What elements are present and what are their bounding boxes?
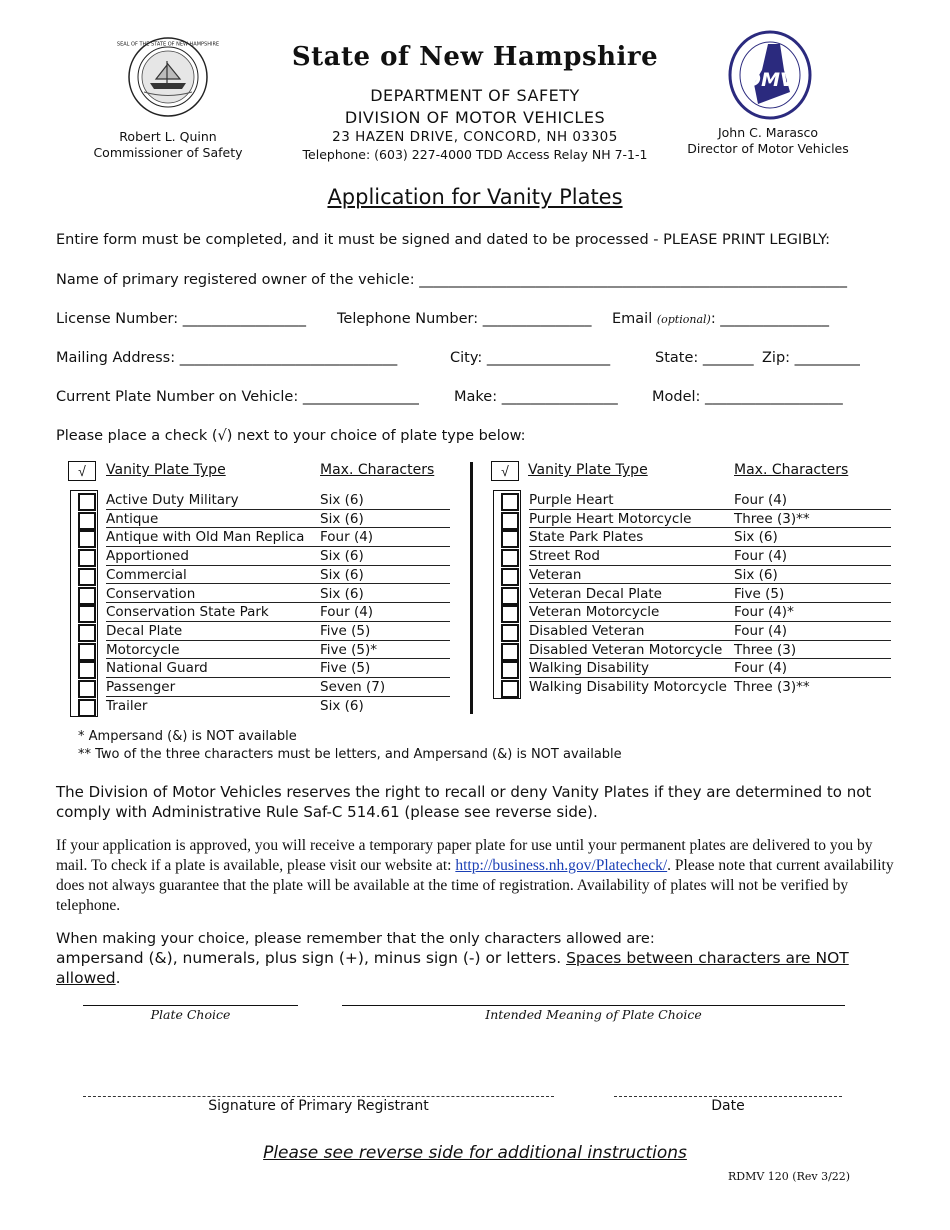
plate-checkbox[interactable] (78, 549, 96, 567)
plate-type: Disabled Veteran Motorcycle (529, 641, 723, 658)
plate-max-characters: Three (3)** (734, 510, 810, 527)
plate-row (493, 622, 895, 641)
plate-checkbox[interactable] (78, 587, 96, 605)
table-divider (470, 462, 473, 714)
plate-checkbox[interactable] (501, 605, 519, 623)
email-blank: : _______________ (710, 311, 830, 327)
date-line[interactable] (614, 1096, 842, 1097)
plate-max-characters: Six (6) (320, 697, 364, 714)
plate-max-characters: Six (6) (734, 529, 778, 546)
form-number: RDMV 120 (Rev 3/22) (728, 1170, 851, 1183)
plate-checkbox[interactable] (78, 493, 96, 511)
state-field[interactable]: State: _______ (655, 350, 754, 366)
plate-checkbox[interactable] (501, 530, 519, 548)
plate-max-characters: Seven (7) (320, 679, 386, 695)
plate-max-characters: Six (6) (320, 510, 364, 527)
commissioner-block (68, 129, 268, 161)
plate-type: Commercial (106, 566, 187, 583)
plate-row (70, 491, 454, 510)
plate-row (70, 585, 454, 604)
plate-max-characters: Five (5) (734, 585, 785, 602)
state-title: State of New Hampshire (291, 42, 659, 72)
city-field[interactable]: City: _________________ (450, 350, 611, 366)
plate-type: Purple Heart Motorcycle (529, 510, 692, 527)
commissioner-title: Commissioner of Safety (93, 145, 243, 160)
plate-row (493, 603, 895, 622)
intended-meaning-label: Intended Meaning of Plate Choice (485, 1007, 702, 1022)
plate-checkbox[interactable] (78, 568, 96, 586)
dmv-logo-text: DMV (745, 69, 795, 91)
note-two-letters: ** Two of the three characters must be letters, and Ampersand (&) is NOT available (78, 747, 622, 762)
seal-text: SEAL OF THE STATE OF NEW HAMPSHIRE (116, 41, 220, 48)
plate-row (493, 566, 895, 585)
director-title: Director of Motor Vehicles (687, 141, 849, 156)
make-field[interactable]: Make: ________________ (454, 389, 618, 405)
plate-row (493, 678, 895, 697)
plate-row (70, 547, 454, 566)
plate-checkbox[interactable] (78, 624, 96, 642)
department-name: DEPARTMENT OF SAFETY (370, 86, 580, 105)
plate-checkbox[interactable] (501, 512, 519, 530)
plate-type: Passenger (106, 679, 176, 695)
platecheck-link[interactable]: http://business.nh.gov/Platecheck/ (455, 857, 668, 874)
plate-checkbox[interactable] (501, 568, 519, 586)
director-name: John C. Marasco (717, 125, 819, 140)
owner-name-field[interactable]: Name of primary registered owner of the vehicle: ___________________________________________________________ (56, 272, 847, 288)
plate-type: Trailer (106, 697, 148, 714)
plate-checkbox[interactable] (78, 661, 96, 679)
reserve-paragraph: The Division of Motor Vehicles reserves the right to recall or deny Vanity Plates if they are determined to not comply with Administrative Rule Saf-C 514.61 (please see reverse side). (56, 783, 872, 821)
check-prompt: Please place a check (√) next to your choice of plate type below: (56, 428, 526, 444)
plate-choice-line[interactable] (83, 1005, 298, 1006)
plate-type: State Park Plates (529, 529, 644, 546)
email-optional: (optional) (656, 313, 711, 326)
plate-type: Disabled Veteran (529, 622, 645, 639)
plate-type: Street Rod (529, 548, 600, 565)
plate-max-characters: Four (4) (734, 660, 788, 677)
plate-max-characters: Five (5) (320, 622, 371, 639)
plate-max-characters: Six (6) (320, 492, 364, 508)
plate-type: Walking Disability (529, 660, 650, 677)
right-col-max: Max. Characters (734, 462, 849, 478)
choice-line-2: ampersand (&), numerals, plus sign (+), minus sign (-) or letters. Spaces between characters are NOT allowed. (56, 949, 849, 987)
signature-label: Signature of Primary Registrant (208, 1098, 429, 1114)
plate-type: Veteran Motorcycle (529, 604, 660, 621)
plate-type: Active Duty Military (106, 492, 239, 508)
plate-row (70, 510, 454, 529)
plate-checkbox[interactable] (501, 643, 519, 661)
plate-checkbox[interactable] (78, 530, 96, 548)
plate-max-characters: Six (6) (734, 566, 778, 583)
plate-max-characters: Four (4)* (734, 604, 794, 621)
plate-type: Walking Disability Motorcycle (529, 679, 727, 695)
email-label: Email (612, 311, 653, 327)
form-instruction: Entire form must be completed, and it must be signed and dated to be processed - PLEASE PRINT LEGIBLY: (56, 232, 831, 248)
state-seal-logo (116, 37, 220, 117)
plate-max-characters: Six (6) (320, 585, 364, 602)
plate-max-characters: Six (6) (320, 566, 364, 583)
seal-graphic (116, 37, 220, 117)
plate-checkbox[interactable] (501, 549, 519, 567)
email-field[interactable] (612, 311, 829, 327)
plate-checkbox[interactable] (501, 661, 519, 679)
right-check-header: √ (491, 461, 519, 481)
left-col-type: Vanity Plate Type (106, 462, 226, 478)
approval-paragraph: If your application is approved, you will receive a temporary paper plate for use until your permanent plates are delivered to you by mail. To check if a plate is available, please visit our website at: http://business.nh.gov/Platecheck/. Please note that current availability does not always guarantee that the plate will be available at the time of registration. Availability of plates will not be verified by telephone. (56, 837, 894, 914)
left-check-header: √ (68, 461, 96, 481)
plate-row (70, 622, 454, 641)
plate-row (493, 528, 895, 547)
plate-max-characters: Five (5)* (320, 641, 377, 658)
plate-row (493, 547, 895, 566)
plate-row (70, 697, 454, 716)
division-telephone: Telephone: (603) 227-4000 TDD Access Relay NH 7-1-1 (302, 147, 648, 162)
plate-max-characters: Three (3) (734, 641, 797, 658)
plate-choice-label: Plate Choice (150, 1007, 231, 1022)
model-field[interactable]: Model: ___________________ (652, 389, 843, 405)
plate-row (493, 491, 895, 510)
mailing-address-field[interactable]: Mailing Address: ______________________________ (56, 350, 398, 366)
plate-max-characters: Four (4) (320, 604, 374, 621)
plate-row (493, 585, 895, 604)
right-col-type: Vanity Plate Type (528, 462, 648, 478)
plate-row (70, 678, 454, 697)
division-address: 23 HAZEN DRIVE, CONCORD, NH 03305 (332, 129, 618, 145)
plate-checkbox[interactable] (501, 680, 519, 698)
telephone-number-field[interactable]: Telephone Number: _______________ (337, 311, 592, 327)
intended-meaning-line[interactable] (342, 1005, 845, 1006)
plate-checkbox[interactable] (501, 624, 519, 642)
plate-checkbox[interactable] (78, 605, 96, 623)
plate-max-characters: Three (3)** (734, 679, 810, 695)
plate-checkbox[interactable] (501, 587, 519, 605)
director-block (668, 125, 868, 157)
plate-checkbox[interactable] (78, 699, 96, 717)
plate-type: Apportioned (106, 548, 189, 565)
plate-type: Antique with Old Man Replica (106, 529, 305, 546)
no-spaces-rule: Spaces between characters are NOT allowed (56, 949, 849, 987)
division-name: DIVISION OF MOTOR VEHICLES (344, 108, 606, 127)
plate-type: Purple Heart (529, 492, 614, 508)
plate-max-characters: Four (4) (734, 622, 788, 639)
plate-row (70, 528, 454, 547)
plate-type: Veteran (529, 566, 582, 583)
plate-row (493, 659, 895, 678)
plate-row (70, 659, 454, 678)
date-label: Date (711, 1098, 745, 1114)
plate-type: Motorcycle (106, 641, 180, 658)
dmv-logo-graphic (728, 30, 812, 120)
plate-max-characters: Five (5) (320, 660, 371, 677)
zip-field[interactable]: Zip: _________ (762, 350, 860, 366)
left-col-max: Max. Characters (320, 462, 435, 478)
plate-checkbox[interactable] (78, 680, 96, 698)
plate-max-characters: Four (4) (734, 548, 788, 565)
plate-row (70, 566, 454, 585)
plate-type: Conservation (106, 585, 196, 602)
plate-row (493, 510, 895, 529)
plate-max-characters: Four (4) (734, 492, 788, 508)
plate-type: Antique (106, 510, 159, 527)
plate-checkbox[interactable] (78, 512, 96, 530)
form-title: Application for Vanity Plates (327, 185, 623, 209)
choice-line-1: When making your choice, please remember that the only characters allowed are: (56, 931, 655, 947)
current-plate-field[interactable]: Current Plate Number on Vehicle: ________________ (56, 389, 419, 405)
commissioner-name: Robert L. Quinn (119, 129, 217, 144)
plate-row (70, 603, 454, 622)
plate-checkbox[interactable] (78, 643, 96, 661)
plate-row (70, 641, 454, 660)
plate-type: Veteran Decal Plate (529, 585, 662, 602)
plate-max-characters: Four (4) (320, 529, 374, 546)
plate-type: Decal Plate (106, 622, 183, 639)
dmv-logo (728, 30, 812, 120)
signature-line[interactable] (83, 1096, 554, 1097)
plate-checkbox[interactable] (501, 493, 519, 511)
license-number-field[interactable]: License Number: _________________ (56, 311, 307, 327)
reverse-side-note: Please see reverse side for additional instructions (263, 1143, 687, 1163)
plate-type: National Guard (106, 660, 208, 677)
plate-max-characters: Six (6) (320, 548, 364, 565)
plate-type: Conservation State Park (106, 604, 269, 621)
plate-row (493, 641, 895, 660)
note-ampersand: * Ampersand (&) is NOT available (78, 729, 297, 744)
